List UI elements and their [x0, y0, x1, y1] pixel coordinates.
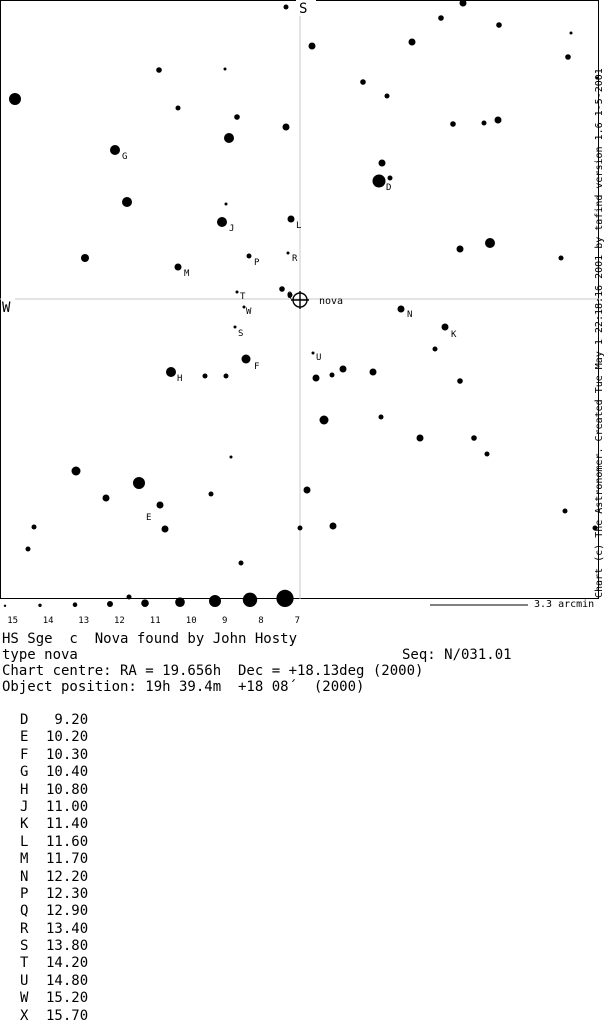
chart-label-g: G — [122, 152, 128, 162]
chart-label-e: E — [146, 513, 152, 523]
sequence-star-magnitude: 13.80 — [46, 938, 89, 955]
sequence-row — [20, 851, 106, 868]
sequence-star-magnitude: 10.30 — [46, 746, 89, 763]
chart-label-d: D — [386, 183, 392, 193]
sequence-star-label: K — [20, 816, 29, 833]
sequence-star-magnitude: 15.20 — [46, 990, 89, 1007]
star-19 — [495, 117, 502, 124]
sequence-row — [20, 955, 106, 972]
sequence-star-label: M — [20, 851, 29, 868]
title-line: HS Sge c Nova found by John Hosty — [2, 631, 298, 647]
key-mag-13: 13 — [78, 616, 90, 626]
star-4 — [496, 22, 502, 28]
sequence-star-label: D — [20, 712, 29, 728]
sequence-star-label: P — [20, 885, 29, 902]
star-33 — [287, 252, 290, 255]
key-mag-7: 7 — [294, 616, 301, 626]
key-dot-7 — [276, 590, 293, 607]
key-mag-12: 12 — [114, 616, 125, 626]
sequence-row — [20, 869, 106, 886]
sequence-star-label: R — [20, 920, 29, 937]
star-5 — [570, 32, 573, 35]
star-3 — [438, 15, 444, 21]
sequence-star-magnitude: 11.70 — [46, 851, 89, 868]
star-69 — [162, 526, 169, 533]
sequence-row — [20, 973, 106, 990]
chart-centre-line: Chart centre: RA = 19.656h Dec = +18.13deg (2000) — [2, 663, 424, 679]
star-21 — [224, 133, 234, 143]
star-52 — [340, 366, 347, 373]
star-27 — [225, 203, 228, 206]
sequence-star-magnitude: 10.40 — [46, 764, 89, 781]
star-1 — [284, 5, 289, 10]
star-75 — [127, 595, 132, 600]
star-16 — [234, 114, 240, 120]
star-26 — [122, 197, 132, 207]
star-31 — [485, 238, 495, 248]
star-44 — [433, 347, 438, 352]
star-32 — [81, 254, 89, 262]
star-23 — [379, 160, 386, 167]
sequence-star-magnitude: 14.80 — [46, 972, 89, 989]
chart-label-s: S — [238, 329, 244, 339]
chart-label-h: H — [177, 374, 183, 384]
star-17 — [450, 121, 456, 127]
west-label: W — [2, 300, 11, 316]
sequence-star-magnitude: 12.20 — [46, 868, 89, 885]
star-51 — [330, 373, 335, 378]
star-53 — [370, 369, 377, 376]
star-73 — [26, 547, 31, 552]
star-58 — [471, 435, 477, 441]
star-42 — [234, 326, 237, 329]
star-38 — [236, 291, 239, 294]
star-55 — [379, 415, 384, 420]
sequence-star-label: E — [20, 729, 29, 746]
sequence-row — [20, 799, 106, 816]
sequence-row — [20, 747, 106, 764]
sequence-row — [20, 990, 106, 1007]
star-59 — [485, 452, 490, 457]
sequence-star-magnitude: 15.70 — [46, 1007, 89, 1024]
chart-label-n: N — [407, 310, 413, 320]
star-10 — [156, 67, 162, 73]
sequence-row — [20, 764, 106, 781]
star-30 — [457, 246, 464, 253]
chart-label-p: P — [254, 258, 260, 268]
star-12 — [360, 79, 366, 85]
star-24 — [373, 175, 386, 188]
star-54 — [457, 378, 463, 384]
sequence-id: Seq: N/031.01 — [402, 647, 512, 663]
star-64 — [103, 495, 110, 502]
star-60 — [230, 456, 233, 459]
sequence-star-label: F — [20, 746, 29, 763]
key-dot-15 — [4, 605, 6, 607]
star-57 — [417, 435, 424, 442]
sequence-star-magnitude: 14.20 — [46, 955, 89, 972]
star-35 — [559, 256, 564, 261]
star-36 — [175, 264, 182, 271]
star-18 — [482, 121, 487, 126]
sequence-star-labels — [122, 152, 457, 523]
star-62 — [133, 477, 145, 489]
star-50 — [313, 375, 320, 382]
sequence-row — [20, 712, 106, 729]
star-34 — [247, 254, 252, 259]
nova-label: nova — [319, 296, 344, 307]
star-66 — [157, 502, 164, 509]
chart-label-m: M — [184, 269, 190, 279]
chart-label-q: Q — [287, 291, 293, 301]
chart-label-t: T — [240, 292, 246, 302]
sequence-row — [20, 886, 106, 903]
sequence-star-magnitude: 12.90 — [46, 903, 89, 920]
key-dot-10 — [175, 597, 185, 607]
chart-label-r: R — [292, 254, 298, 264]
key-mag-11: 11 — [149, 616, 161, 626]
star-67 — [563, 509, 568, 514]
sequence-row — [20, 816, 106, 833]
star-2 — [460, 0, 467, 7]
star-74 — [239, 561, 244, 566]
sequence-row — [20, 921, 106, 938]
star-49 — [224, 374, 229, 379]
sequence-star-label: L — [20, 833, 29, 850]
star-61 — [72, 467, 81, 476]
key-dot-12 — [107, 601, 113, 607]
star-63 — [304, 487, 311, 494]
key-mag-14: 14 — [42, 616, 54, 626]
chart-label-f: F — [254, 362, 260, 372]
star-45 — [242, 355, 251, 364]
sequence-star-magnitude: 10.20 — [46, 729, 89, 746]
star-11 — [224, 68, 227, 71]
star-48 — [203, 374, 208, 379]
sequence-star-label: H — [20, 781, 29, 798]
sequence-star-magnitude: 9.20 — [46, 712, 89, 728]
sequence-table — [20, 712, 106, 1025]
key-dot-8 — [243, 593, 257, 607]
sequence-row — [20, 729, 106, 746]
scale-label: 3.3 arcmin — [534, 599, 595, 610]
star-22 — [110, 145, 120, 155]
chart-label-l: L — [296, 221, 302, 231]
sequence-star-label: S — [20, 938, 29, 955]
sequence-star-label: N — [20, 868, 29, 885]
star-8 — [565, 54, 571, 60]
star-71 — [330, 523, 337, 530]
key-dot-9 — [209, 595, 221, 607]
chart-label-w: W — [246, 307, 252, 317]
sequence-star-label: X — [20, 1007, 29, 1024]
chart-label-u: U — [316, 353, 322, 363]
sequence-star-magnitude: 10.80 — [46, 781, 89, 798]
key-dot-13 — [73, 602, 78, 607]
sequence-star-magnitude: 13.40 — [46, 920, 89, 937]
sequence-row — [20, 834, 106, 851]
star-37 — [279, 286, 285, 292]
chart-label-k: K — [451, 330, 457, 340]
star-28 — [217, 217, 227, 227]
sequence-star-label: U — [20, 972, 29, 989]
star-14 — [9, 93, 21, 105]
key-dot-11 — [141, 599, 149, 607]
sequence-star-label: T — [20, 955, 29, 972]
star-13 — [385, 94, 390, 99]
star-7 — [409, 39, 416, 46]
sequence-star-label: Q — [20, 903, 29, 920]
star-65 — [209, 492, 214, 497]
type-line: type nova — [2, 647, 78, 663]
sequence-star-label: W — [20, 990, 29, 1007]
sequence-row — [20, 938, 106, 955]
star-20 — [283, 124, 290, 131]
magnitude-key — [4, 590, 300, 626]
object-position-line: Object position: 19h 39.4m +18 08´ (2000) — [2, 679, 365, 695]
chart-label-j: J — [229, 224, 235, 234]
star-46 — [312, 352, 315, 355]
star-15 — [176, 106, 181, 111]
star-25 — [388, 176, 393, 181]
key-mag-10: 10 — [185, 616, 197, 626]
key-dot-14 — [38, 604, 41, 607]
star-70 — [298, 526, 303, 531]
sequence-star-label: J — [20, 798, 29, 815]
sequence-star-label: G — [20, 764, 29, 781]
star-29 — [288, 216, 295, 223]
sequence-row — [20, 903, 106, 920]
star-41 — [398, 306, 405, 313]
sequence-star-magnitude: 11.40 — [46, 816, 89, 833]
star-47 — [166, 367, 176, 377]
key-mag-15: 15 — [7, 616, 19, 626]
nova-marker — [291, 291, 309, 309]
sequence-star-magnitude: 11.60 — [46, 833, 89, 850]
star-6 — [309, 43, 316, 50]
key-mag-9: 9 — [222, 616, 228, 626]
chart-credit: Chart (c) The Astronomer. Created Tue May 1 22:18:16 2001 by tafind version 1.6 1-5-2001 — [594, 68, 605, 598]
key-mag-8: 8 — [258, 616, 264, 626]
sequence-star-magnitude: 11.00 — [46, 798, 89, 815]
sequence-star-magnitude: 12.30 — [46, 885, 89, 902]
star-43 — [442, 324, 449, 331]
star-56 — [320, 416, 329, 425]
north-label: S — [299, 1, 308, 17]
sequence-row — [20, 782, 106, 799]
star-68 — [32, 525, 37, 530]
sequence-row — [20, 1008, 106, 1025]
